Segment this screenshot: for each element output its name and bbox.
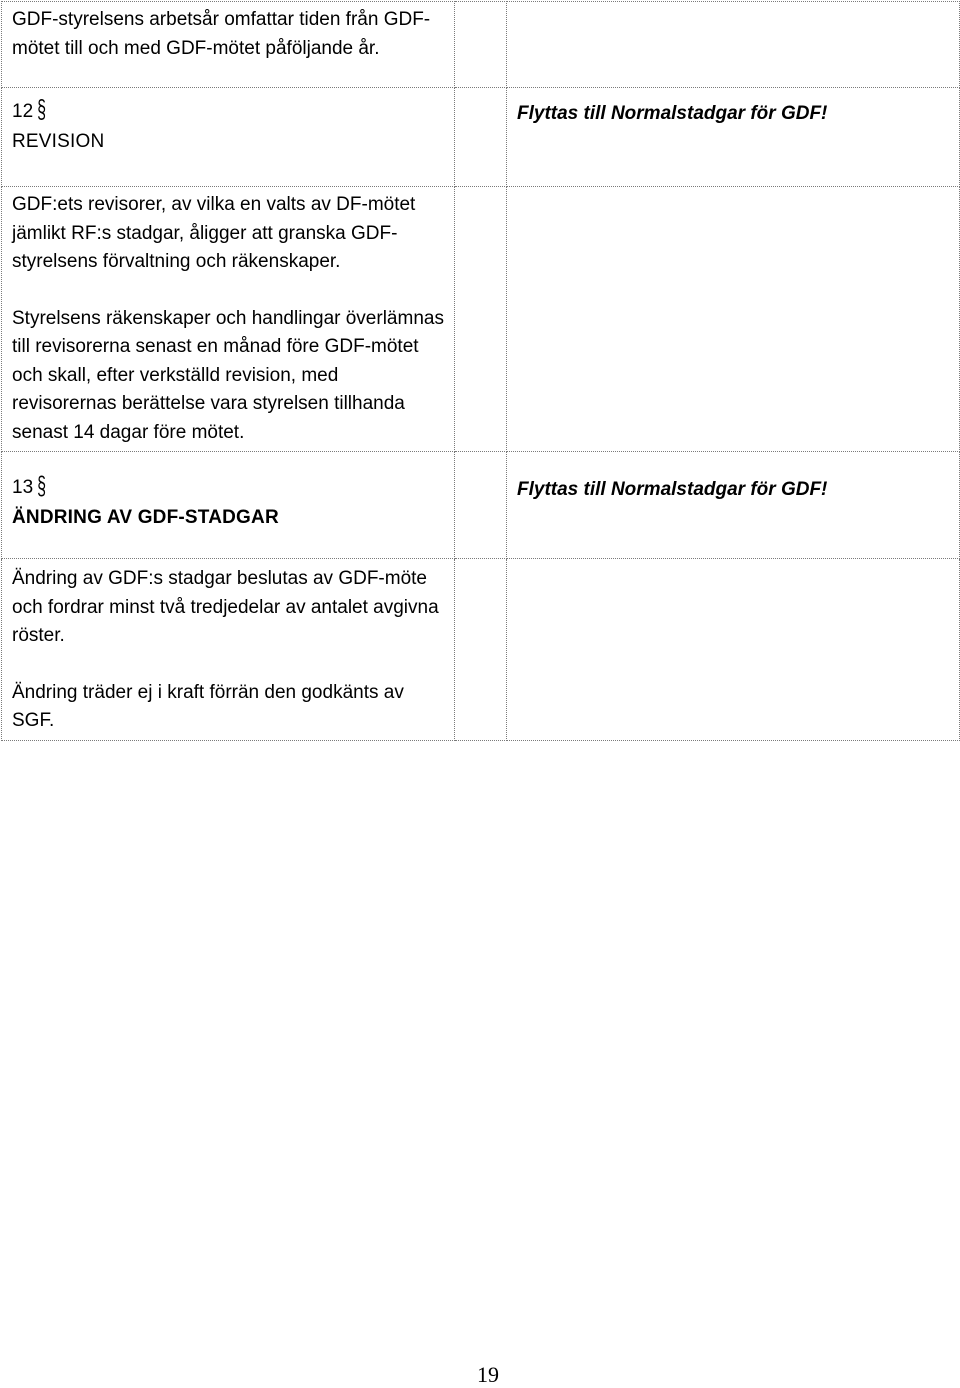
section-sign-icon: § <box>37 97 47 125</box>
table-cell-empty <box>455 187 507 452</box>
revision-paragraph-2: Styrelsens räkenskaper och handlingar överlämnas till revisorerna senast en månad före GDF-mötet och skall, efter verkställd revision, med revisorernas berättelse vara styrelsen tillhanda senast 14 dagar före mötet. <box>12 307 444 443</box>
table-cell-empty <box>507 187 960 452</box>
table-cell-empty <box>507 2 960 88</box>
table-cell-text <box>2 559 455 741</box>
section-13-title: ÄNDRING AV GDF-STADGAR <box>12 506 279 528</box>
table-cell-empty <box>455 88 507 187</box>
table-cell-text <box>2 187 455 452</box>
table-row <box>2 187 960 452</box>
table-cell-heading <box>2 88 455 187</box>
working-year-paragraph: GDF-styrelsens arbetsår omfattar tiden från GDF-mötet till och med GDF-mötet påföljande år. <box>12 9 431 59</box>
section-number: 12 <box>12 101 34 122</box>
table-cell-empty <box>455 452 507 559</box>
page-number: 19 <box>477 1362 499 1387</box>
table-row <box>2 559 960 741</box>
table-cell-empty <box>507 559 960 741</box>
statutes-table <box>1 1 960 741</box>
table-row <box>2 452 960 559</box>
table-cell-note <box>507 452 960 559</box>
section-13-number-line <box>12 474 446 504</box>
amendment-paragraph-2: Ändring träder ej i kraft förrän den godkänts av SGF. <box>12 681 404 731</box>
section-12-number-line <box>12 98 446 128</box>
revision-paragraph-1: GDF:ets revisorer, av vilka en valts av DF-mötet jämlikt RF:s stadgar, åligger att granska GDF-styrelsens förvaltning och räkenskaper. <box>12 194 416 272</box>
move-note: Flyttas till Normalstadgar för GDF! <box>517 103 828 124</box>
table-cell-heading <box>2 452 455 559</box>
amendment-paragraph-1: Ändring av GDF:s stadgar beslutas av GDF-möte och fordrar minst två tredjedelar av antalet avgivna röster. <box>12 568 439 646</box>
table-cell-note <box>507 88 960 187</box>
table-cell-text <box>2 2 455 88</box>
table-cell-empty <box>455 2 507 88</box>
section-sign-icon: § <box>37 473 47 501</box>
section-number: 13 <box>12 477 34 498</box>
table-cell-empty <box>455 559 507 741</box>
move-note: Flyttas till Normalstadgar för GDF! <box>517 479 828 500</box>
table-row <box>2 88 960 187</box>
table-row <box>2 2 960 88</box>
section-12-title: REVISION <box>12 130 105 152</box>
